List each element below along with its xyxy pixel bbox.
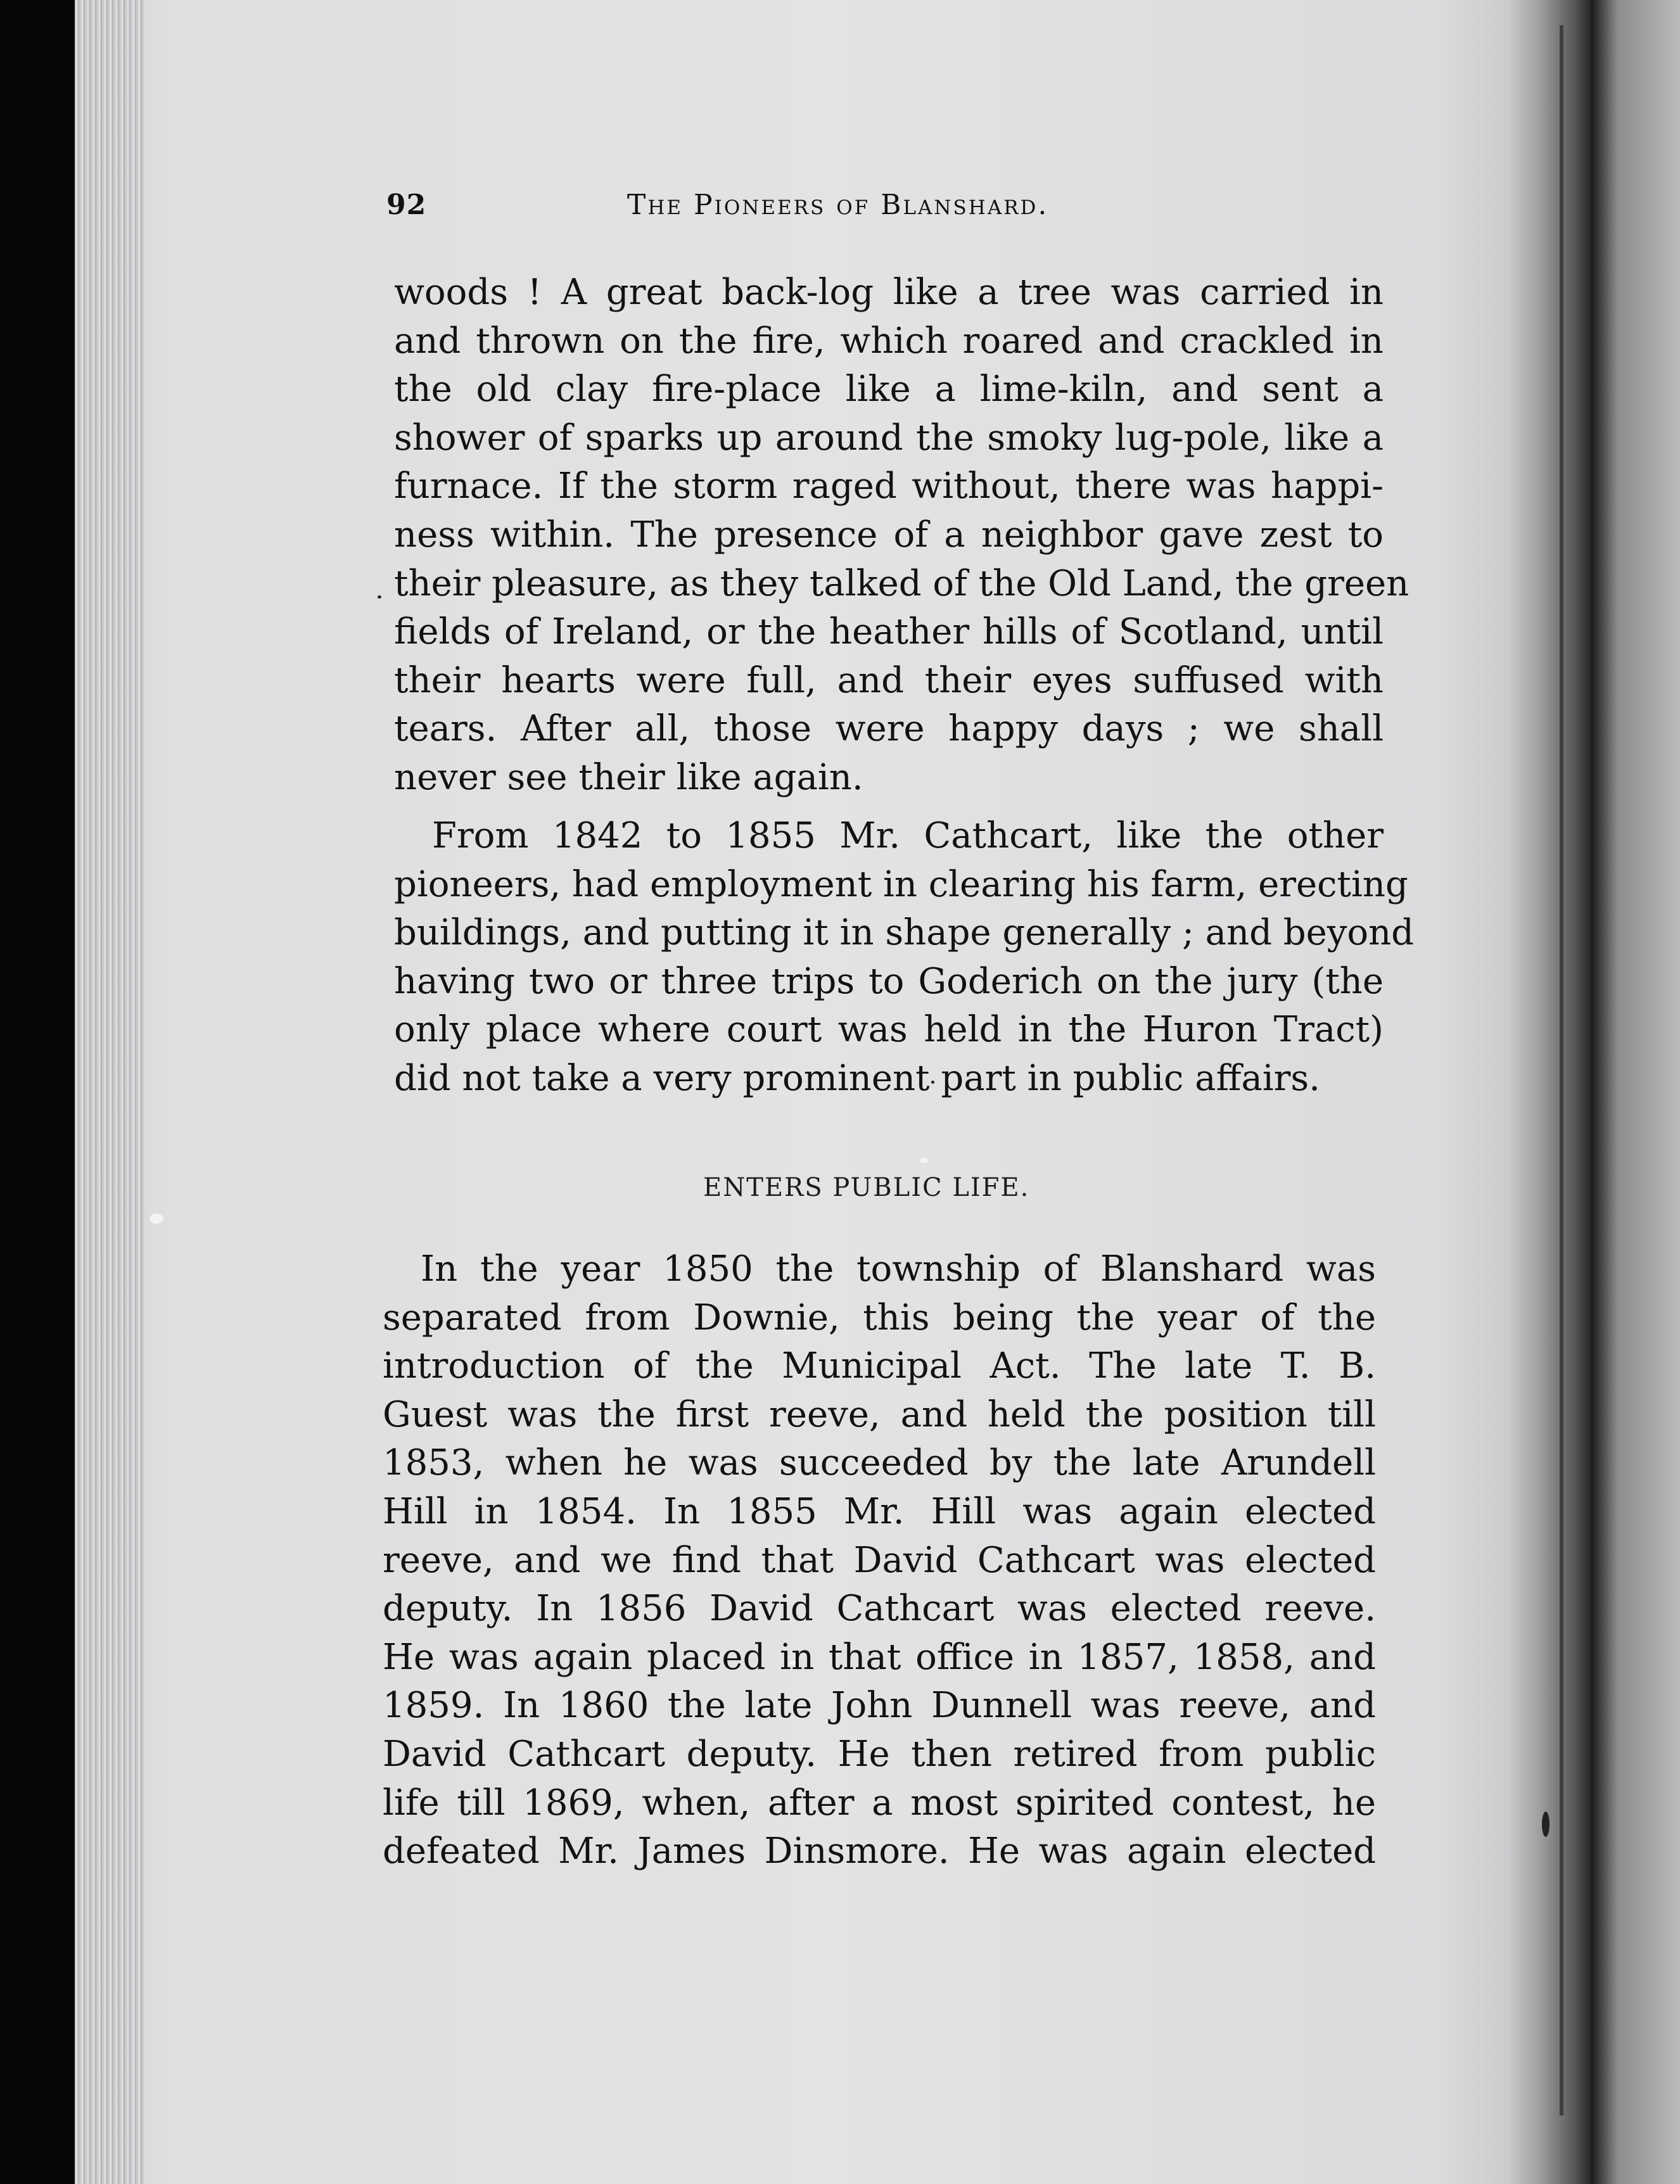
text-line: shower of sparks up around the smoky lug-pole, like a — [394, 417, 1384, 459]
text-line: In the year 1850 the township of Blanshard was — [421, 1248, 1376, 1290]
text-line: never see their like again. — [394, 756, 863, 798]
page-edges — [75, 0, 144, 2184]
text-line: Guest was the first reeve, and held the position till — [383, 1394, 1376, 1435]
text-line: deputy. In 1856 David Cathcart was elected reeve. — [383, 1588, 1376, 1630]
running-title: The Pioneers of Blanshard. — [627, 189, 1049, 221]
text-line: defeated Mr. James Dinsmore. He was again elected — [383, 1831, 1376, 1872]
text-line: life till 1869, when, after a most spirited contest, he — [383, 1782, 1376, 1824]
text-line: ness within. The presence of a neighbor gave zest to — [394, 514, 1384, 556]
text-line: buildings, and putting it in shape generally ; and beyond — [394, 912, 1414, 954]
text-line: woods ! A great back-log like a tree was carried in — [394, 272, 1384, 313]
text-line: 1859. In 1860 the late John Dunnell was reeve, and — [383, 1685, 1376, 1727]
text-line: David Cathcart deputy. He then retired from public — [383, 1733, 1376, 1775]
text-line: having two or three trips to Goderich on the jury (the — [394, 960, 1384, 1002]
text-line: pioneers, had employment in clearing his farm, erecting — [394, 863, 1408, 905]
text-line: the old clay fire-place like a lime-kiln, and sent a — [394, 369, 1384, 410]
text-line: He was again placed in that office in 1857, 1858, and — [383, 1636, 1376, 1678]
gutter-shadow — [1508, 0, 1591, 2184]
facing-page-edge — [1591, 0, 1680, 2184]
dust-speck — [920, 1158, 929, 1163]
text-line: 1853, when he was succeeded by the late Arundell — [383, 1442, 1376, 1484]
dust-speck — [1542, 1812, 1550, 1837]
text-line: introduction of the Municipal Act. The late T. B. — [383, 1345, 1376, 1387]
paragraph-3 — [383, 1245, 1376, 1876]
text-line: only place where court was held in the Huron Tract) — [394, 1009, 1384, 1051]
paragraph-1 — [394, 269, 1410, 803]
text-line: From 1842 to 1855 Mr. Cathcart, like the other — [432, 815, 1384, 856]
text-line: Hill in 1854. In 1855 Mr. Hill was again elected — [383, 1490, 1376, 1532]
text-line: fields of Ireland, or the heather hills of Scotland, until — [394, 611, 1384, 653]
page-number: 92 — [386, 189, 427, 221]
text-line: reeve, and we find that David Cathcart was elected — [383, 1539, 1376, 1581]
text-line: and thrown on the fire, which roared and crackled in — [394, 320, 1384, 362]
text-line: their hearts were full, and their eyes suffused with — [394, 659, 1384, 701]
paragraph-2 — [394, 812, 1414, 1103]
dust-speck — [378, 595, 381, 599]
text-line: their pleasure, as they talked of the Old Land, the green — [394, 562, 1410, 604]
dust-speck — [150, 1214, 163, 1224]
binding-line — [1560, 25, 1563, 2116]
text-line: furnace. If the storm raged without, there was happi- — [394, 466, 1384, 507]
text-line: tears. After all, those were happy days ; we shall — [394, 708, 1384, 750]
section-heading: ENTERS PUBLIC LIFE. — [703, 1173, 1030, 1202]
text-line: separated from Downie, this being the year of the — [383, 1297, 1376, 1338]
running-head — [386, 189, 1172, 233]
text-line: did not take a very prominent part in public affairs. — [394, 1057, 1320, 1099]
